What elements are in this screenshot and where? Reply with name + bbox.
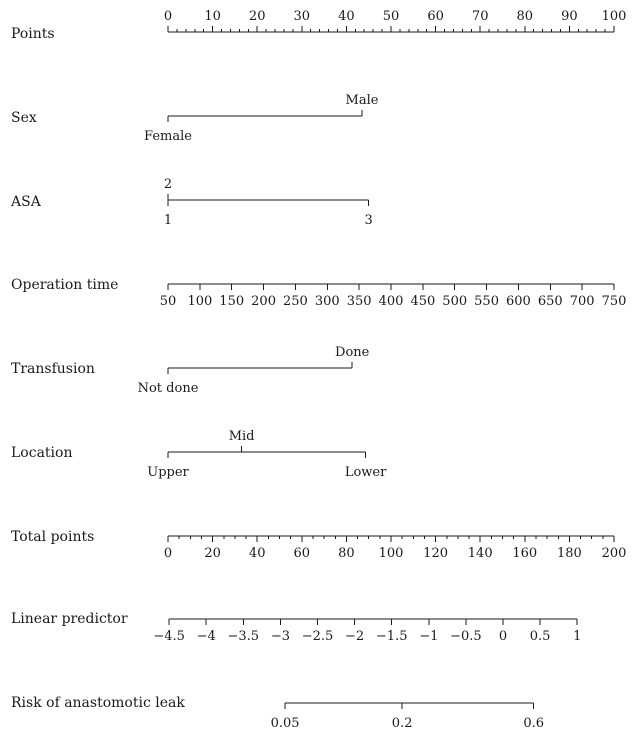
tick-label: 30 [293, 9, 311, 24]
tick-label: 500 [442, 294, 468, 309]
level-label: Upper [147, 465, 189, 480]
row-axes [138, 9, 627, 731]
level-label: Mid [228, 429, 255, 444]
row-sex [144, 93, 379, 144]
row-location [147, 429, 387, 480]
level-label: Not done [137, 381, 199, 396]
tick-label: −2 [345, 629, 365, 644]
row-points [164, 9, 627, 32]
row-label-transfusion: Transfusion [11, 361, 95, 377]
tick-label: 60 [293, 546, 311, 561]
tick-label: 300 [314, 294, 340, 309]
tick-label: −4.5 [153, 629, 185, 644]
tick-label: 600 [506, 294, 531, 309]
tick-label: 100 [378, 546, 404, 561]
tick-label: 200 [601, 546, 627, 561]
level-label: Male [345, 93, 379, 108]
tick-label: 80 [338, 546, 355, 561]
tick-label: 350 [346, 294, 372, 309]
tick-label: 150 [219, 294, 245, 309]
level-label: Female [144, 129, 192, 144]
tick-label: −3.5 [227, 629, 260, 644]
tick-label: −0.5 [450, 629, 482, 644]
row-label-linear-predictor: Linear predictor [11, 611, 128, 627]
row-asa [164, 177, 373, 228]
tick-label: 0 [498, 629, 508, 644]
tick-label: −1.5 [375, 629, 408, 644]
tick-label: 40 [338, 9, 355, 24]
row-label-asa: ASA [11, 194, 41, 210]
level-label: Done [335, 345, 370, 360]
tick-label: 0.5 [529, 629, 551, 644]
tick-label: −4 [196, 629, 216, 644]
tick-label: 160 [512, 546, 538, 561]
tick-label: 140 [467, 546, 493, 561]
tick-label: 50 [382, 9, 400, 24]
tick-label: 1 [573, 629, 582, 644]
level-label: Lower [344, 465, 387, 480]
tick-label: 40 [248, 546, 266, 561]
tick-label: 400 [378, 294, 404, 309]
tick-label: 50 [159, 294, 177, 309]
tick-label: 180 [556, 546, 582, 561]
row-operation-time [160, 284, 627, 309]
tick-label: 20 [204, 546, 221, 561]
tick-label: 0.2 [391, 716, 413, 731]
tick-label: 120 [423, 546, 449, 561]
tick-label: 0 [163, 9, 173, 24]
tick-label: 550 [474, 294, 499, 309]
tick-label: 0.05 [270, 716, 300, 731]
tick-label: 700 [569, 294, 595, 309]
tick-label: 750 [601, 294, 627, 309]
tick-label: 60 [427, 9, 444, 24]
level-label: 3 [364, 213, 373, 228]
row-transfusion [138, 345, 370, 396]
row-label-location: Location [11, 445, 73, 461]
row-linear-predictor [153, 619, 581, 644]
tick-label: 100 [601, 9, 627, 24]
tick-label: 450 [410, 294, 436, 309]
level-label: 2 [163, 177, 173, 192]
tick-label: 0.6 [523, 716, 545, 731]
tick-label: 90 [561, 9, 578, 24]
row-label-sex: Sex [11, 110, 37, 126]
tick-label: 250 [283, 294, 308, 309]
tick-label: 100 [187, 294, 213, 309]
row-label-total-points: Total points [11, 529, 95, 545]
tick-label: 10 [204, 9, 221, 24]
tick-label: 0 [163, 546, 173, 561]
row-total-points [164, 536, 627, 561]
tick-label: 80 [516, 9, 534, 24]
tick-label: −2.5 [301, 629, 334, 644]
row-label-points: Points [11, 26, 55, 42]
tick-label: 200 [251, 294, 276, 309]
tick-label: 20 [248, 9, 266, 24]
level-label: 1 [163, 213, 173, 228]
row-label-risk: Risk of anastomotic leak [11, 695, 185, 711]
row-risk [271, 703, 544, 731]
tick-label: −1 [419, 629, 439, 644]
tick-label: 650 [537, 294, 563, 309]
tick-label: 70 [471, 9, 489, 24]
tick-label: −3 [270, 629, 290, 644]
row-label-operation-time: Operation time [11, 277, 119, 293]
